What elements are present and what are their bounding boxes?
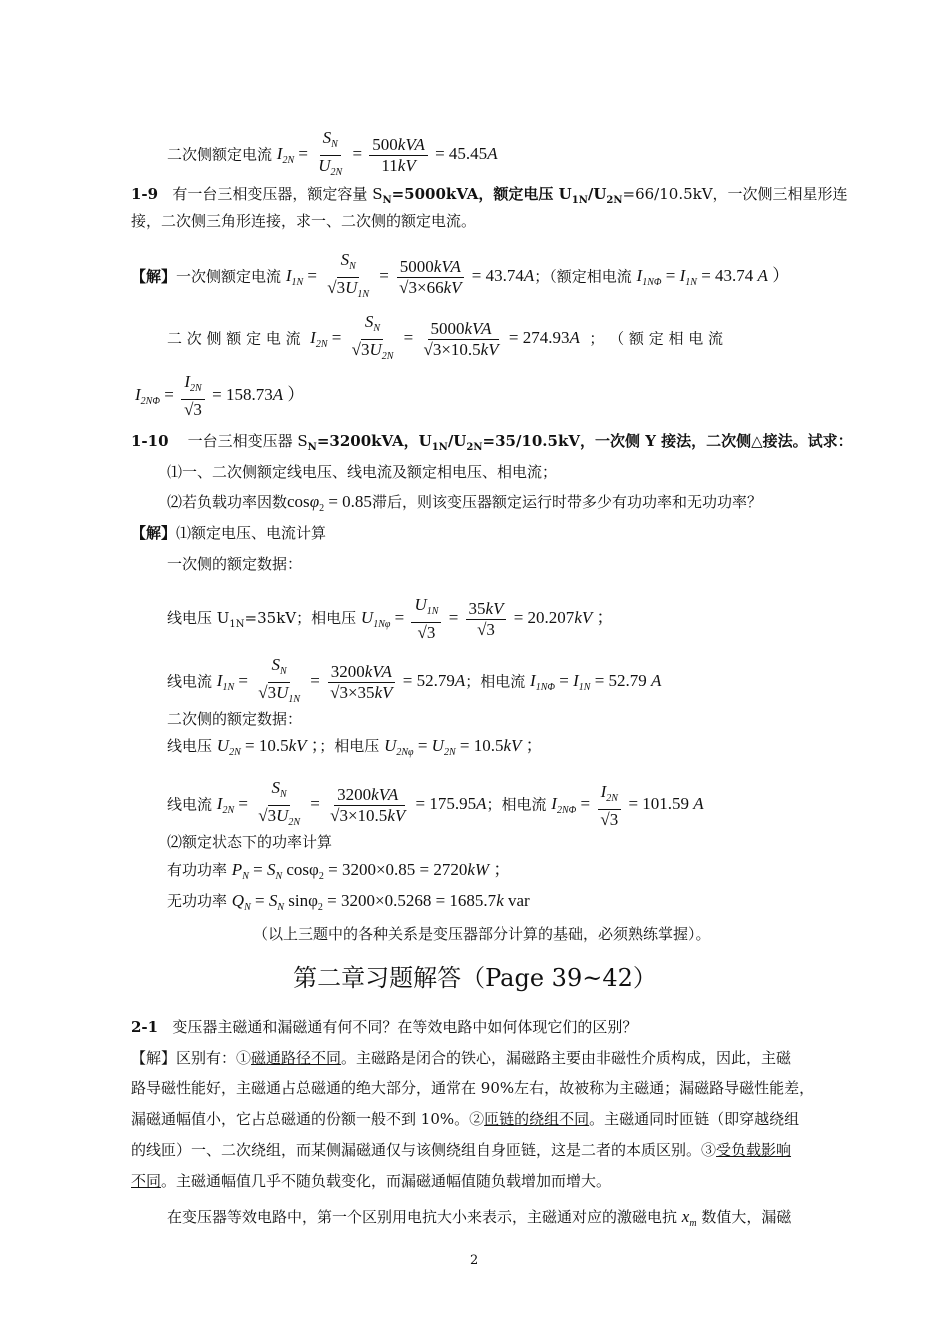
problem-1-10-q2: ⑵若负载功率因数cosφ$_2$ = 0.85滞后，则该变压器额定运行时带多少有功功率和无功功率？: [167, 492, 762, 514]
power-heading: ⑵额定状态下的功率计算: [167, 833, 333, 851]
active-power: 有功功率 $P_N = S_N$ cosφ$_2$ = 3200×0.85 = 2720kW ；: [167, 860, 511, 882]
primary-voltage: 线电压 $U_{1N}=35kV$；相电压 $U_{1N\varphi}$ = $\frac{U_{1N}}{√3}$ = $\frac{35kV}{√3}$ = 20.207kV ；: [167, 595, 614, 642]
problem-1-10-q1: ⑴一、二次侧额定线电压、线电流及额定相电压、相电流；: [167, 463, 558, 481]
answer-line-1: 【解】区别有：①磁通路径不同。主磁路是闭合的铁心，漏磁路主要由非磁性介质构成，因此，主磁: [131, 1049, 792, 1067]
note: （以上三题中的各种关系是变压器部分计算的基础，必须熟练掌握）。: [253, 925, 711, 943]
secondary-current: 线电流 $I_{2N}$ = $\frac{S_N}{√3U_{2N}}$ = $\frac{\text{3200kVA}}{√3\times 10.5kV}$ = 175.95A；相电流 $I_{2N\Phi}$ = $\frac{I_{2N}}{√3}$ = 101.59 A: [167, 778, 704, 829]
formula-i2n: 二次侧额定电流 $I_{2N}$ = $\frac{S_N}{U_{2N}}$ = $\frac{\text{500kVA}}{11kV}$ = 45.45A: [167, 128, 498, 178]
answer-line-4: 的线匝）一、二次绕组，而某侧漏磁通仅与该侧绕组自身匝链，这是二者的本质区别。③受负载影响: [131, 1141, 792, 1159]
solution-1-10-s1: 【解】⑴额定电压、电流计算: [131, 524, 327, 542]
answer-line-5: 不同。主磁通幅值几乎不随负载变化，而漏磁通幅值随负载增加而增大。: [131, 1172, 612, 1190]
chapter-title: 第二章习题解答（Page 39~42）: [293, 964, 657, 992]
problem-1-9: 1-9 有一台三相变压器，额定容量 $S_N=5000kVA$，额定电压 $U_{1N}/U_{2N}=66/10.5kV$，一次侧三相星形连: [131, 185, 848, 206]
primary-heading: 一次侧的额定数据：: [167, 555, 303, 573]
problem-1-9-line2: 接，二次侧三角形连接，求一、二次侧的额定电流。: [131, 212, 477, 230]
answer-line-6: 在变压器等效电路中，第一个区别用电抗大小来表示，主磁通对应的激磁电抗 $x_m$ 数值大，漏磁: [167, 1207, 792, 1229]
reactive-power: 无功功率 $Q_N = S_N$ sinφ$_2$ = 3200×0.5268 = 1685.7k var: [167, 891, 530, 913]
page-number: 2: [470, 1253, 479, 1268]
answer-line-2: 路导磁性能好，主磁通占总磁通的绝大部分，通常在 90%左右，故被称为主磁通；漏磁路导磁性能差，: [131, 1079, 815, 1097]
solution-1-9-line1: 【解】一次侧额定电流 $I_{1N}$ = $\frac{S_N}{√3U_{1N}}$ = $\frac{\text{5000kVA}}{√3\times 66kV}$ = 43.74A；（额定相电流 $I_{1N\Phi} = I_{1N} = 43.74$ A ）: [131, 250, 790, 300]
secondary-heading: 二次侧的额定数据：: [167, 710, 303, 728]
problem-2-1: 2-1 变压器主磁通和漏磁通有何不同？在等效电路中如何体现它们的区别？: [131, 1018, 638, 1036]
secondary-voltage: 线电压 $U_{2N} = 10.5kV$ ；；相电压 $U_{2N\varphi} = U_{2N} = 10.5kV$ ；: [167, 736, 543, 758]
solution-1-9-line2: 二 次 侧 额 定 电 流 $I_{2N}$ = $\frac{S_N}{√3U_{2N}}$ = $\frac{\text{5000kVA}}{√3\times 10.5kV}$ = 274.93A ； （ 额 定 相 电 流: [167, 312, 723, 362]
problem-1-10: 1-10 一台三相变压器 $S_N=3200kVA$，$U_{1N}/U_{2N}=35/10.5kV$，一次侧 Y 接法，二次侧△接法。试求：: [131, 432, 853, 453]
primary-current: 线电流 $I_{1N}$ = $\frac{S_N}{√3U_{1N}}$ = $\frac{\text{3200kVA}}{√3\times 35kV}$ = 52.79A；相电流 $I_{1N\Phi} = I_{1N} = 52.79$ A: [167, 655, 662, 705]
answer-line-3: 漏磁通幅值小，它占总磁通的份额一般不到 10%。②匝链的绕组不同。主磁通同时匝链（即穿越绕组: [131, 1110, 800, 1128]
solution-1-9-line3: $I_{2N\Phi}$ = $\frac{I_{2N}}{√3}$ = 158.73A ）: [135, 372, 305, 419]
